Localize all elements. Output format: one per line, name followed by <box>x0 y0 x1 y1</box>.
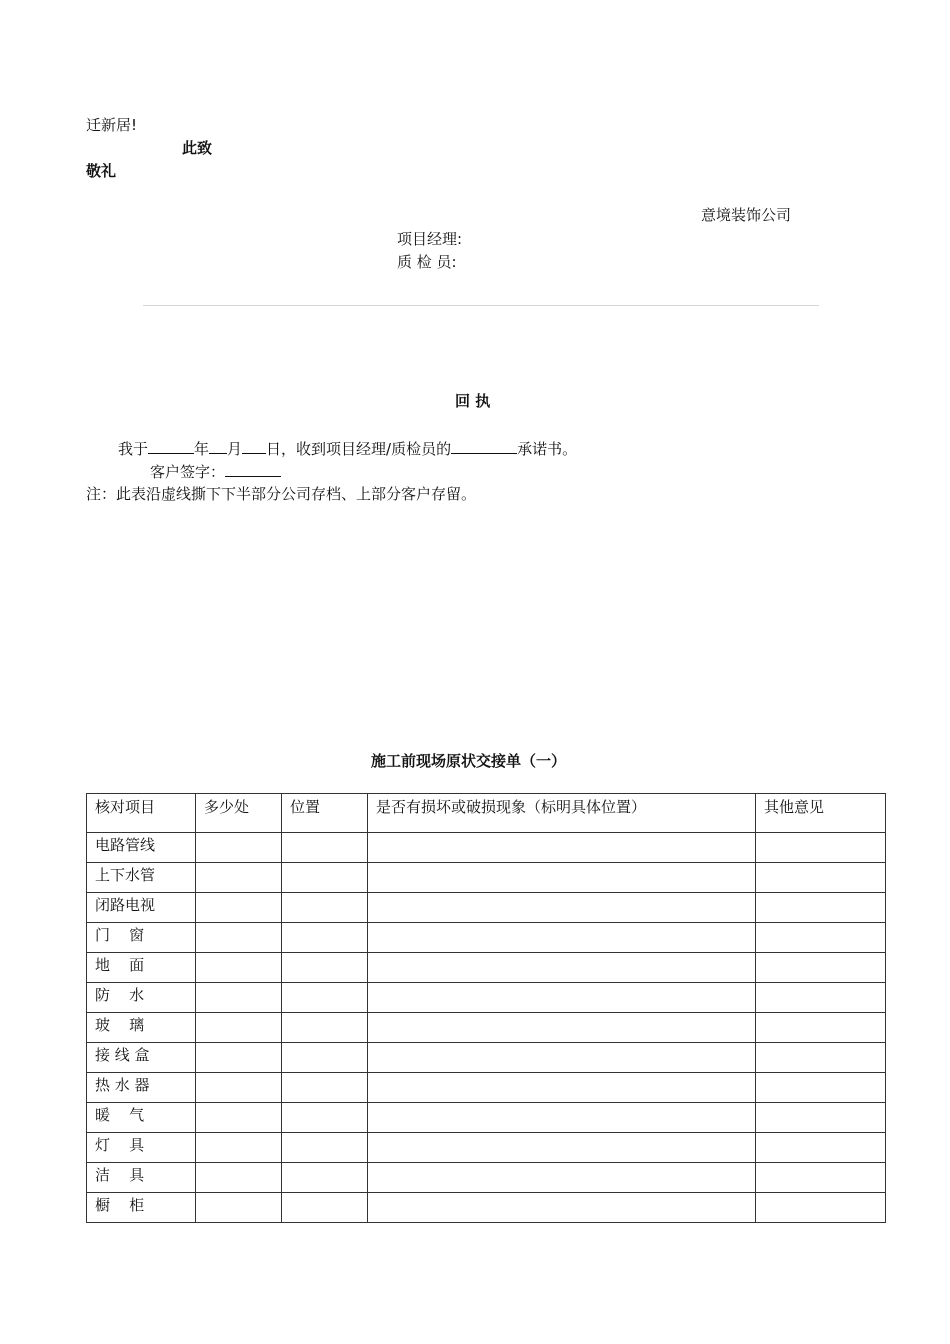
count-cell[interactable] <box>196 1103 282 1133</box>
table-row <box>87 923 886 953</box>
signature-blank <box>225 460 281 477</box>
column-header: 多少处 <box>196 794 282 833</box>
remarks-cell[interactable] <box>756 1073 886 1103</box>
inspection-table <box>86 793 886 1223</box>
inspector-label: 质 检 员: <box>397 253 457 271</box>
damage-cell[interactable] <box>368 893 756 923</box>
location-cell[interactable] <box>282 1073 368 1103</box>
remarks-cell[interactable] <box>756 953 886 983</box>
row-item-label: 玻 璃 <box>87 1013 196 1043</box>
damage-cell[interactable] <box>368 1073 756 1103</box>
column-header: 其他意见 <box>756 794 886 833</box>
damage-cell[interactable] <box>368 1103 756 1133</box>
row-item-label: 闭路电视 <box>87 893 196 923</box>
column-header: 核对项目 <box>87 794 196 833</box>
remarks-cell[interactable] <box>756 983 886 1013</box>
location-cell[interactable] <box>282 953 368 983</box>
table-row <box>87 1043 886 1073</box>
location-cell[interactable] <box>282 1103 368 1133</box>
salutation-cizhi: 此致 <box>182 139 213 157</box>
count-cell[interactable] <box>196 983 282 1013</box>
receipt-text-month: 月 <box>227 440 243 458</box>
row-item-label: 防 水 <box>87 983 196 1013</box>
remarks-cell[interactable] <box>756 1103 886 1133</box>
tear-off-divider <box>143 305 819 306</box>
remarks-cell[interactable] <box>756 1193 886 1223</box>
remarks-cell[interactable] <box>756 833 886 863</box>
row-item-label: 上下水管 <box>87 863 196 893</box>
row-item-label: 灯 具 <box>87 1133 196 1163</box>
count-cell[interactable] <box>196 863 282 893</box>
letter-closing-line: 迁新居! <box>86 116 138 134</box>
table-row <box>87 1193 886 1223</box>
table-row <box>87 1163 886 1193</box>
customer-signature-label: 客户签字： <box>150 463 226 481</box>
receipt-statement <box>118 437 577 459</box>
table-header-row <box>87 794 886 833</box>
table-row <box>87 1073 886 1103</box>
damage-cell[interactable] <box>368 1013 756 1043</box>
row-item-label: 热 水 器 <box>87 1073 196 1103</box>
table-row <box>87 1133 886 1163</box>
column-header: 是否有损坏或破损现象（标明具体位置） <box>368 794 756 833</box>
table-row <box>87 833 886 863</box>
count-cell[interactable] <box>196 1073 282 1103</box>
location-cell[interactable] <box>282 1013 368 1043</box>
table-row <box>87 1013 886 1043</box>
location-cell[interactable] <box>282 1193 368 1223</box>
count-cell[interactable] <box>196 923 282 953</box>
receipt-text-year: 年 <box>194 440 210 458</box>
location-cell[interactable] <box>282 1043 368 1073</box>
table-row <box>87 1103 886 1133</box>
damage-cell[interactable] <box>368 983 756 1013</box>
year-blank <box>148 437 194 454</box>
location-cell[interactable] <box>282 833 368 863</box>
table-row <box>87 893 886 923</box>
form-title: 施工前现场原状交接单（一） <box>371 752 567 770</box>
company-name: 意境装饰公司 <box>701 206 792 224</box>
location-cell[interactable] <box>282 983 368 1013</box>
damage-cell[interactable] <box>368 1163 756 1193</box>
receipt-note: 注：此表沿虚线撕下下半部分公司存档、上部分客户存留。 <box>86 485 477 503</box>
location-cell[interactable] <box>282 1163 368 1193</box>
location-cell[interactable] <box>282 923 368 953</box>
remarks-cell[interactable] <box>756 1043 886 1073</box>
count-cell[interactable] <box>196 893 282 923</box>
damage-cell[interactable] <box>368 953 756 983</box>
receipt-text-day: 日，收到项目经理/质检员的 <box>266 440 452 458</box>
remarks-cell[interactable] <box>756 1163 886 1193</box>
project-manager-label: 项目经理: <box>397 230 463 248</box>
row-item-label: 地 面 <box>87 953 196 983</box>
location-cell[interactable] <box>282 1133 368 1163</box>
row-item-label: 电路管线 <box>87 833 196 863</box>
receipt-text-promise: 承诺书。 <box>517 440 578 458</box>
receipt-text-wo-yu: 我于 <box>118 440 149 458</box>
row-item-label: 接 线 盒 <box>87 1043 196 1073</box>
row-item-label: 暖 气 <box>87 1103 196 1133</box>
receipt-title: 回 执 <box>455 392 491 410</box>
count-cell[interactable] <box>196 1013 282 1043</box>
location-cell[interactable] <box>282 893 368 923</box>
column-header: 位置 <box>282 794 368 833</box>
name-blank <box>451 437 517 454</box>
count-cell[interactable] <box>196 833 282 863</box>
count-cell[interactable] <box>196 1193 282 1223</box>
damage-cell[interactable] <box>368 833 756 863</box>
month-blank <box>209 437 227 454</box>
damage-cell[interactable] <box>368 1043 756 1073</box>
customer-signature <box>150 460 281 482</box>
damage-cell[interactable] <box>368 1193 756 1223</box>
salutation-jingli: 敬礼 <box>86 162 117 180</box>
damage-cell[interactable] <box>368 1133 756 1163</box>
remarks-cell[interactable] <box>756 1013 886 1043</box>
location-cell[interactable] <box>282 863 368 893</box>
remarks-cell[interactable] <box>756 893 886 923</box>
count-cell[interactable] <box>196 953 282 983</box>
row-item-label: 洁 具 <box>87 1163 196 1193</box>
count-cell[interactable] <box>196 1133 282 1163</box>
remarks-cell[interactable] <box>756 923 886 953</box>
row-item-label: 橱 柜 <box>87 1193 196 1223</box>
damage-cell[interactable] <box>368 923 756 953</box>
day-blank <box>242 437 266 454</box>
table-row <box>87 983 886 1013</box>
count-cell[interactable] <box>196 1043 282 1073</box>
table-row <box>87 953 886 983</box>
remarks-cell[interactable] <box>756 1133 886 1163</box>
row-item-label: 门 窗 <box>87 923 196 953</box>
damage-cell[interactable] <box>368 863 756 893</box>
count-cell[interactable] <box>196 1163 282 1193</box>
remarks-cell[interactable] <box>756 863 886 893</box>
table-row <box>87 863 886 893</box>
